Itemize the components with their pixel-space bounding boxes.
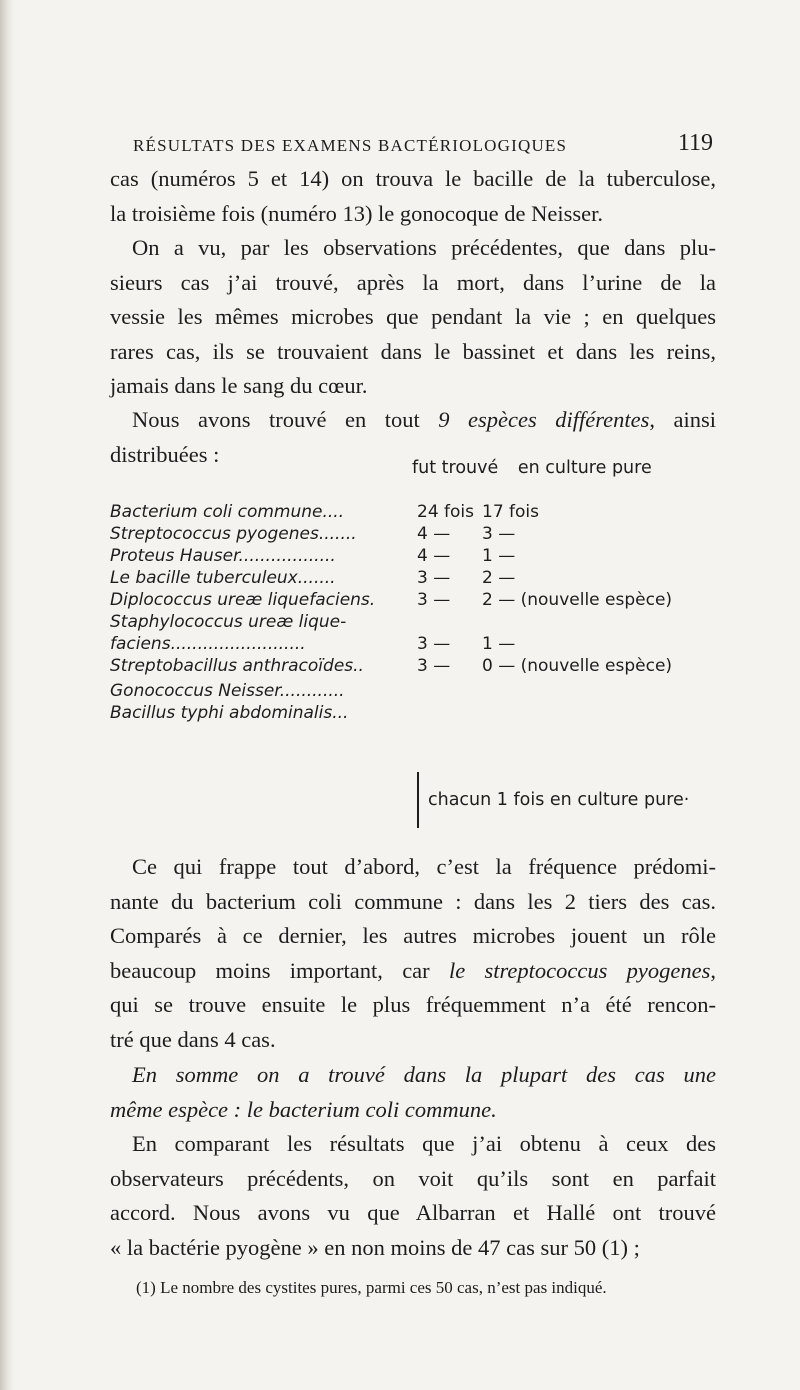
text-line: nante du bacterium coli commune : dans les 2 tiers des cas.: [110, 888, 716, 914]
emphasis: le streptococcus pyogenes: [448, 957, 711, 983]
text-line: rares cas, ils se trouvaient dans le bassinet et dans les reins,: [110, 338, 716, 364]
text-line: qui se trouve ensuite le plus fréquemment n’a été rencon-: [110, 992, 716, 1017]
text-line: même espèce : le bacterium coli commune.: [110, 1096, 497, 1122]
brace: [417, 772, 425, 828]
emphasis: 9 espèces différentes: [438, 407, 650, 432]
pure-culture-count: 2 — (nouvelle espèce): [482, 590, 673, 610]
text-line: beaucoup moins important, car le streptococcus pyogenes,: [110, 957, 716, 983]
species-name: Le bacille tuberculeux.......: [110, 568, 336, 588]
text-line: vessie les mêmes microbes que pendant la vie ; en quelques: [110, 304, 716, 329]
pure-culture-count: 2 —: [482, 568, 516, 588]
paragraph-6: [110, 1127, 716, 1265]
text-line: accord. Nous avons vu que Albarran et Hallé ont trouvé: [110, 1200, 716, 1225]
text-line: Ce qui frappe tout d’abord, c’est la fréquence prédomi-: [132, 854, 716, 879]
pure-culture-count: 1 —: [482, 546, 516, 566]
species-name: Staphylococcus ureæ lique-: [110, 612, 347, 632]
found-count: 4 —: [417, 524, 451, 544]
found-count: 3 —: [417, 634, 451, 654]
pure-culture-count: 3 —: [482, 524, 516, 544]
species-name: Bacterium coli commune....: [110, 502, 345, 522]
running-title: RÉSULTATS DES EXAMENS BACTÉRIOLOGIQUES: [133, 136, 568, 155]
text-line: Nous avons trouvé en tout 9 espèces différentes, ainsi: [132, 407, 717, 432]
page-binding-edge: [0, 0, 14, 1390]
species-name: Gonococcus Neisser............: [110, 681, 345, 701]
text-line: Comparés à ce dernier, les autres microbes jouent un rôle: [110, 923, 716, 948]
found-count: 3 —: [417, 590, 451, 610]
species-name: Bacillus typhi abdominalis...: [110, 703, 349, 723]
found-count: 24 fois: [417, 502, 475, 522]
text-line: En comparant les résultats que j’ai obtenu à ceux des: [132, 1131, 716, 1156]
species-name: Streptococcus pyogenes.......: [110, 524, 357, 544]
species-name: Diplococcus ureæ liquefaciens.: [110, 590, 376, 610]
page-number: 119: [677, 130, 713, 156]
brace-note: chacun 1 fois en culture pure·: [428, 790, 690, 810]
text-line: « la bactérie pyogène » en non moins de 47 cas sur 50 (1) ;: [110, 1234, 640, 1260]
column-header: en culture pure: [517, 458, 652, 478]
found-count: 3 —: [417, 656, 451, 676]
species-name: Proteus Hauser..................: [110, 546, 336, 566]
found-count: 4 —: [417, 546, 451, 566]
pure-culture-count: 0 — (nouvelle espèce): [482, 656, 673, 676]
found-count: 3 —: [417, 568, 451, 588]
species-name: faciens.........................: [110, 634, 306, 654]
paragraph-4: [110, 850, 716, 1057]
pure-culture-count: 17 fois: [482, 502, 540, 522]
text-line: jamais dans le sang du cœur.: [110, 373, 368, 398]
text-line: On a vu, par les observations précédentes, que dans plu-: [132, 235, 716, 260]
text-line: observateurs précédents, on voit qu’ils sont en parfait: [110, 1165, 716, 1191]
text-line: cas (numéros 5 et 14) on trouva le bacille de la tuberculose,: [110, 166, 716, 191]
species-name: Streptobacillus anthracoïdes..: [110, 656, 364, 676]
text-line: distribuées :: [110, 441, 220, 467]
text-line: sieurs cas j’ai trouvé, après la mort, dans l’urine de la: [110, 269, 716, 295]
paragraph-5: [110, 1058, 716, 1127]
column-header: fut trouvé: [412, 458, 499, 478]
paragraph-1: [110, 162, 716, 231]
pure-culture-count: 1 —: [482, 634, 516, 654]
text-line: En somme on a trouvé dans la plupart des cas une: [132, 1062, 716, 1087]
text-line: tré que dans 4 cas.: [110, 1026, 276, 1052]
table-header: [412, 458, 666, 478]
paragraph-2: [110, 231, 716, 404]
text-line: la troisième fois (numéro 13) le gonocoque de Neisser.: [110, 200, 603, 226]
footnote: (1) Le nombre des cystites pures, parmi ces 50 cas, n’est pas indiqué.: [136, 1278, 607, 1297]
